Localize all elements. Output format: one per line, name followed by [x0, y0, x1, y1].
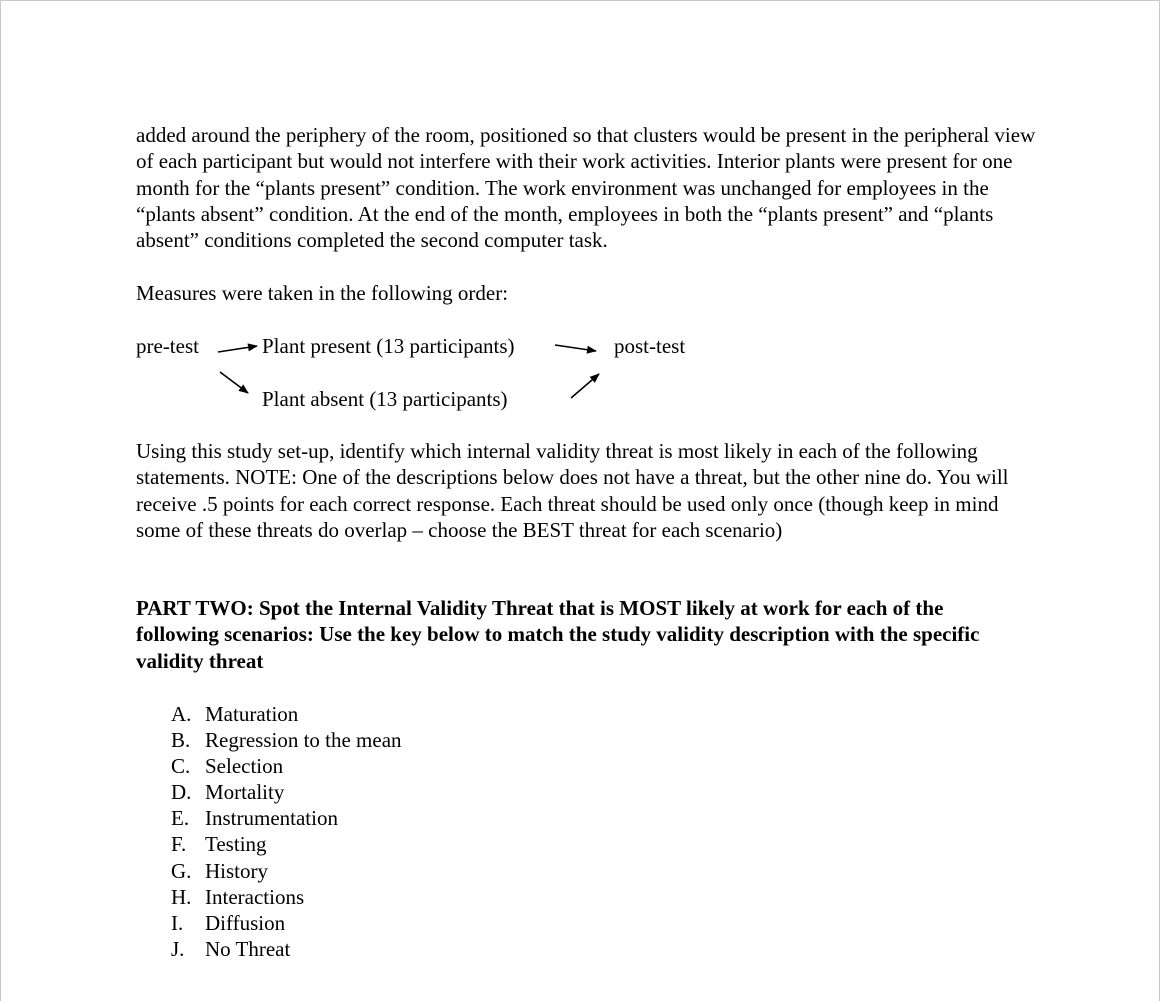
list-item-letter: D. — [171, 780, 192, 805]
list-item-label: Testing — [205, 832, 267, 857]
measures-paragraph: Measures were taken in the following order: — [136, 281, 509, 305]
list-item-label: Interactions — [205, 884, 305, 909]
list-item-letter: F. — [171, 832, 187, 857]
list-item — [171, 910, 402, 936]
list-item — [171, 831, 402, 857]
list-item — [171, 779, 402, 805]
intro-paragraph: added around the periphery of the room, positioned so that clusters would be present in the peripheral view of each participant but would not interfere with their work activities. Interior plants were present for one month for the “plants present” condition. The work environment was unchanged for employees in the “plants absent” condition. At the end of the month, employees in both the “plants present” and “plants absent” conditions completed the second computer task. — [136, 123, 1036, 253]
list-item-label: Diffusion — [205, 910, 286, 935]
threat-key-list — [171, 701, 402, 962]
plant-absent-label: Plant absent (13 participants) — [262, 387, 508, 411]
list-item — [171, 727, 402, 753]
list-item-label: Regression to the mean — [205, 728, 402, 753]
list-item-label: No Threat — [205, 936, 291, 961]
list-item-label: Mortality — [205, 780, 285, 805]
list-item-letter: C. — [171, 754, 191, 779]
list-item — [171, 936, 402, 962]
list-item-label: Instrumentation — [205, 806, 338, 831]
list-item — [171, 884, 402, 910]
list-item-letter: A. — [171, 702, 192, 726]
post-test-label: post-test — [614, 334, 686, 358]
list-item-letter: B. — [171, 728, 191, 753]
list-item-letter: H. — [171, 884, 192, 909]
list-item — [171, 805, 402, 831]
plant-present-label: Plant present (13 participants) — [262, 334, 515, 358]
list-item-letter: E. — [171, 806, 190, 831]
arrow-present-to-post — [555, 345, 596, 351]
arrow-absent-to-post — [571, 374, 599, 398]
part-two-heading: PART TWO: Spot the Internal Validity Threat that is MOST likely at work for each of the following scenarios: Use the key below to match the study validity description with the specific validity threat — [136, 596, 980, 673]
list-item-letter: I. — [171, 910, 184, 935]
list-item — [171, 753, 402, 779]
list-item-letter: J. — [171, 936, 185, 961]
arrow-pre-to-absent — [220, 372, 248, 393]
list-item-label: History — [205, 858, 268, 883]
list-item — [171, 701, 402, 727]
arrow-pre-to-present — [218, 346, 257, 352]
list-item — [171, 858, 402, 884]
list-item-label: Selection — [205, 754, 284, 779]
pre-test-label: pre-test — [136, 334, 199, 358]
instructions-paragraph: Using this study set-up, identify which internal validity threat is most likely in each of the following statements. NOTE: One of the descriptions below does not have a threat, but the other nine do. You will receive .5 points for each correct response. Each threat should be used only once (though keep in mind some of these threats do overlap – choose the BEST threat for each scenario) — [136, 439, 1009, 542]
list-item-label: Maturation — [205, 702, 299, 726]
list-item-letter: G. — [171, 858, 192, 883]
